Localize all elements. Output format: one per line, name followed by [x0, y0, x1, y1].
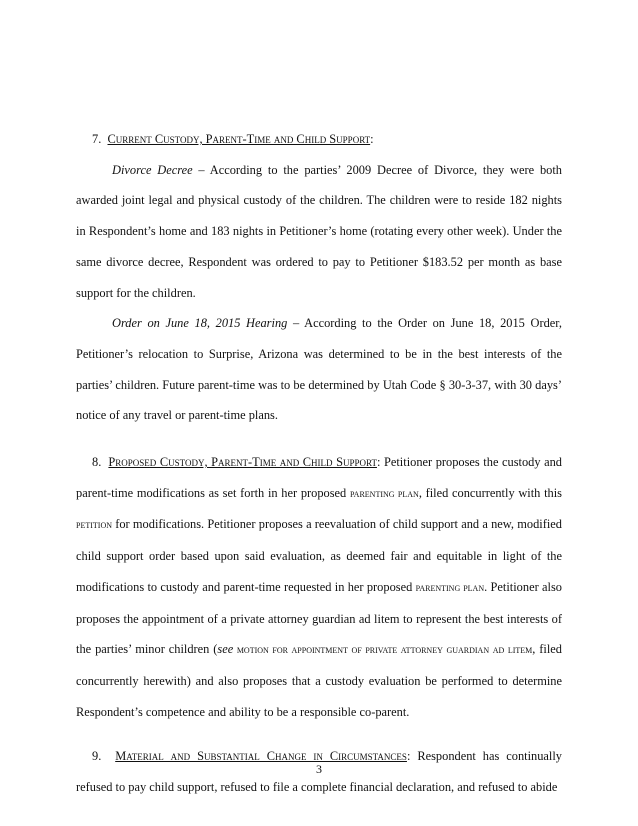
spacer: [76, 431, 562, 447]
section-8: 8. Proposed Custody, Parent-Time and Child Support: Petitioner proposes the custody and parent-time modifications as set forth in her proposed parenting plan, filed concurrently with this petition for modifications. Petitioner proposes a reevaluation of child support and a new, modified child support order based upon said evaluation, as deemed fair and equitable in light of the modifications to custody and parent-time requested in her proposed parenting plan. Petitioner also proposes the appointment of a private attorney guardian ad litem to represent the best interests of the parties’ minor children (see motion for appointment of private attorney guardian ad litem, filed concurrently herewith) and also proposes that a custody evaluation be performed to determine Respondent’s competence and ability to be a responsible co-parent.: [76, 455, 562, 719]
spacer: [76, 727, 562, 741]
page-number: 3: [316, 762, 322, 776]
gal-motion-ref: motion for appointment of private attorney guardian ad litem: [233, 644, 533, 657]
petition-ref: petition: [76, 519, 112, 532]
section-8-title: Proposed Custody, Parent-Time and Child Support: [108, 455, 377, 470]
section-8-text-3: for modifications. Petitioner proposes a reevaluation of child support and a new, modified child support order based upon said evaluation, as deemed fair and equitable in light of the modifications to custody and parent-time requested in her proposed: [76, 517, 562, 594]
june-order-text: – According to the Order on June 18, 2015 Order, Petitioner’s relocation to Surprise, Arizona was determined to be in the best interests of the parties’ children. Future parent-time was to be determined by Utah Code § 30-3-37, with 30 days’ notice of any travel or parent-time plans.: [76, 316, 563, 423]
divorce-decree-title: Divorce Decree: [112, 162, 193, 177]
section-7-number: 7.: [92, 132, 102, 146]
see-signal: see: [217, 642, 234, 657]
section-9-number: 9.: [92, 749, 102, 764]
section-7-title: Current Custody, Parent-Time and Child Support: [107, 132, 371, 146]
section-8-text-4: . Petitioner also proposes the appointment of a private attorney guardian ad litem to represent the best interests of the parties’ minor children (: [76, 579, 562, 657]
section-9-text: Respondent has continually refused to pay child support, refused to file a complete financial declaration, and refused to abide: [76, 749, 563, 795]
section-9-title: Material and Substantial Change in Circumstances: [115, 749, 407, 764]
section-7-june-order: [76, 308, 562, 431]
section-7-divorce-decree: [76, 155, 562, 309]
document-body: [76, 124, 562, 803]
section-8-text-2: , filed concurrently with this: [418, 485, 562, 500]
section-8-number: 8.: [92, 455, 102, 470]
parenting-plan-ref-2: parenting plan: [415, 581, 485, 594]
section-7-heading: 7. Current Custody, Parent-Time and Child Support:: [76, 124, 562, 155]
parenting-plan-ref-1: parenting plan: [349, 487, 419, 500]
section-9: 9. Material and Substantial Change in Circumstances: Respondent has continually refused to pay child support, refused to file a complete financial declaration, and refused to abide: [76, 749, 563, 795]
section-8-text-5: , filed concurrently herewith) and also proposes that a custody evaluation be performed to determine Respondent’s competence and ability to be a responsible co-parent.: [76, 642, 562, 719]
june-order-title: Order on June 18, 2015 Hearing: [112, 316, 288, 331]
divorce-decree-text: – According to the parties’ 2009 Decree of Divorce, they were both awarded joint legal and physical custody of the children. The children were to reside 182 nights in Respondent’s home and 183 nights in Petitioner’s home (rotating every other week). Under the same divorce decree, Respondent was ordered to pay to Petitioner $183.52 per month as base support for the children.: [76, 162, 562, 300]
section-8-text-1: Petitioner proposes the custody and parent-time modifications as set forth in her proposed: [76, 455, 562, 500]
